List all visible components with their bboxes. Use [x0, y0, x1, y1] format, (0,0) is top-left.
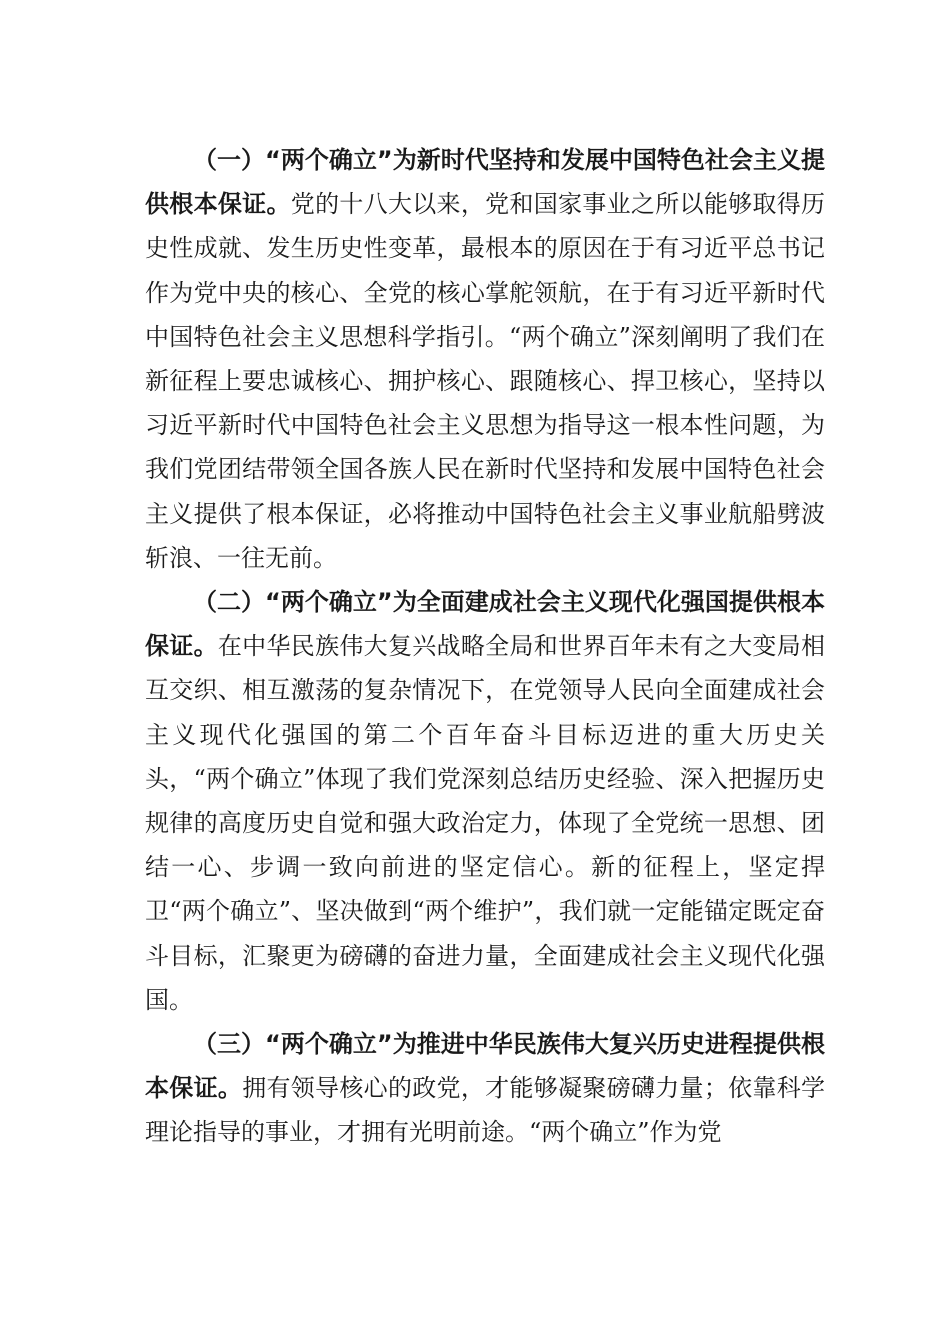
- paragraph-3-heading: （三）“两个确立”为推进中华民族伟大复兴历史进程提供根本保证。: [145, 1030, 825, 1103]
- paragraph-2: [145, 580, 825, 1022]
- paragraph-1: [145, 138, 825, 580]
- paragraph-2-text: 在中华民族伟大复兴战略全局和世界百年未有之大变局相互交织、相互激荡的复杂情况下，在党领导人民向全面建成社会主义现代化强国的第二个百年奋斗目标迈进的重大历史关头，“两个确立”体现了我们党深刻总结历史经验、深入把握历史规律的高度历史自觉和强大政治定力，体现了全党统一思想、团结一心、步调一致向前进的坚定信心。新的征程上，坚定捍卫“两个确立”、坚决做到“两个维护”，我们就一定能锚定既定奋斗目标，汇聚更为磅礴的奋进力量，全面建成社会主义现代化强国。: [145, 632, 825, 1014]
- paragraph-1-text: 党的十八大以来，党和国家事业之所以能够取得历史性成就、发生历史性变革，最根本的原因在于有习近平总书记作为党中央的核心、全党的核心掌舵领航，在于有习近平新时代中国特色社会主义思想科学指引。“两个确立”深刻阐明了我们在新征程上要忠诚核心、拥护核心、跟随核心、捍卫核心，坚持以习近平新时代中国特色社会主义思想为指导这一根本性问题，为我们党团结带领全国各族人民在新时代坚持和发展中国特色社会主义提供了根本保证，必将推动中国特色社会主义事业航船劈波斩浪、一往无前。: [145, 190, 826, 572]
- paragraph-3-text: 拥有领导核心的政党，才能够凝聚磅礴力量；依靠科学理论指导的事业，才拥有光明前途。“两个确立”作为党: [145, 1074, 826, 1147]
- paragraph-1-heading: （一）“两个确立”为新时代坚持和发展中国特色社会主义提供根本保证。: [145, 146, 825, 219]
- paragraph-3: [145, 1022, 825, 1155]
- document-body: [145, 138, 825, 1155]
- paragraph-2-heading: （二）“两个确立”为全面建成社会主义现代化强国提供根本保证。: [145, 588, 825, 661]
